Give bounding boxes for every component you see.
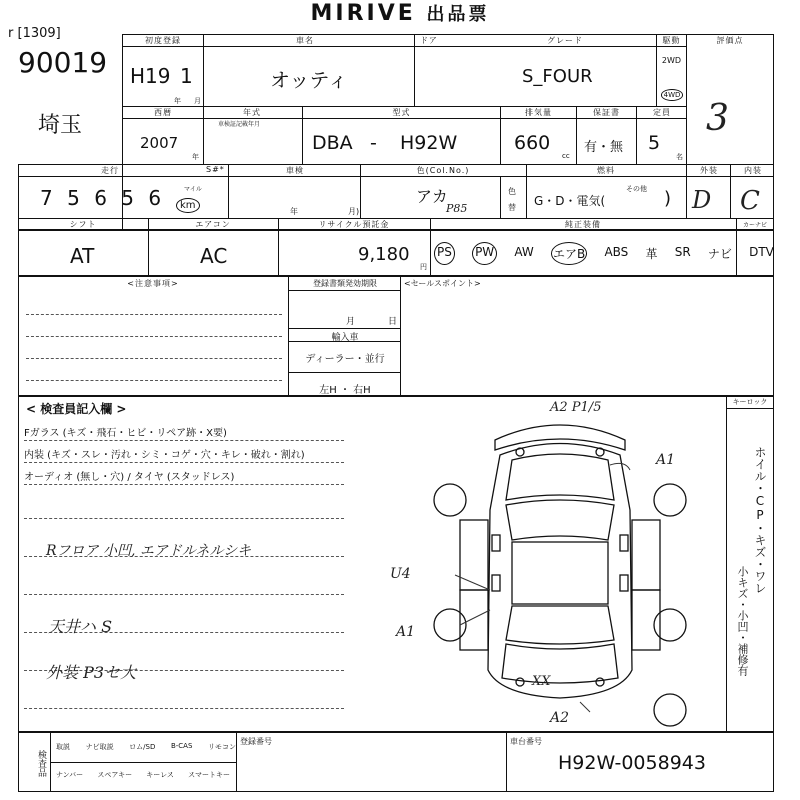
overall-score: 3 xyxy=(706,98,729,139)
capacity-value: 5 xyxy=(648,132,661,154)
side-legend-col-1: ホイル・CP・キズ・ワレ xyxy=(753,446,767,594)
drive-4wd-circle: 4WD xyxy=(661,89,684,101)
import-steering: 左H ・ 右H xyxy=(319,385,371,396)
mileage-digit: 6 xyxy=(148,186,166,210)
option-airbag: エアB xyxy=(551,242,587,265)
label-first-reg: 初度登録 xyxy=(145,36,181,45)
label-name: 車名 xyxy=(296,36,314,45)
label-shift: シフト xyxy=(69,220,97,229)
label-western: 西暦 xyxy=(154,108,172,117)
era-value: H19 xyxy=(130,64,171,88)
interior-grade: C xyxy=(740,186,760,216)
label-capacity: 定員 xyxy=(653,108,671,117)
item-smart-key: スマートキー xyxy=(188,771,230,779)
label-car-navi: カーナビ xyxy=(742,222,767,229)
brand-name: MIRIVE xyxy=(310,1,416,26)
lot-number: 90019 xyxy=(18,46,108,79)
km-unit: km xyxy=(176,198,200,213)
item-keyless: キーレス xyxy=(146,771,174,779)
handwritten-note-2: 天井ハ S xyxy=(48,617,113,636)
options-list xyxy=(434,242,774,265)
handwritten-note-1: Rフロア 小凹, エアドルネルシキ xyxy=(46,543,252,559)
label-score: 評価点 xyxy=(716,36,744,45)
item-plate: ナンバー xyxy=(56,771,84,779)
month-value: 1 xyxy=(180,64,193,88)
lot-code xyxy=(8,26,61,41)
warranty-value: 有・無 xyxy=(584,140,624,155)
label-reg-deadline: 登録書類発効期限 xyxy=(313,279,377,288)
mileage-digit: 5 xyxy=(67,186,84,210)
label-inspector: < 検査員記入欄 > xyxy=(26,402,127,416)
label-sales-points: <セールスポイント> xyxy=(404,279,481,288)
label-chassis-no: 車台番号 xyxy=(510,737,542,746)
diagram-mark-right: A1 xyxy=(656,452,676,468)
label-color: 色(Col.No.) xyxy=(416,166,470,175)
label-mileage: 走行 xyxy=(101,166,119,175)
inspection-year-label: 年 xyxy=(290,207,298,216)
unit-person: 名 xyxy=(676,153,683,161)
shift-value: AT xyxy=(70,244,95,268)
diagram-mark-rear: A2 xyxy=(550,710,570,726)
option-ps: PS xyxy=(434,242,455,265)
label-chassis-era: 年 xyxy=(192,153,199,161)
inspector-line-2: 内装 (キズ・スレ・汚れ・シミ・コゲ・穴・キレ・破れ・割れ) xyxy=(24,450,305,461)
item-manual: 取説 xyxy=(56,743,70,751)
fuel-other-label: その他 xyxy=(626,185,647,193)
fuel-close: ) xyxy=(664,188,672,209)
label-inspection: 車検 xyxy=(286,166,304,175)
label-interior: 内装 xyxy=(744,166,762,175)
label-recycle: リサイクル預託金 xyxy=(318,220,390,229)
label-plate-no: 登録番号 xyxy=(240,737,272,746)
vehicle-grade: S_FOUR xyxy=(522,66,593,87)
label-options: 純正装備 xyxy=(565,220,601,229)
inspector-line-3: オーディオ (無し・穴) / タイヤ (スタッドレス) xyxy=(24,472,235,483)
handwritten-note-3: 外装 P3セ大 xyxy=(46,663,137,682)
side-legend-col-2: 小キズ・小凹・補修有 xyxy=(736,566,749,676)
label-meter: S#* xyxy=(206,165,225,174)
mileage-digits xyxy=(40,186,165,210)
chassis-note: 車検証記載年月 xyxy=(217,121,260,128)
item-navi-manual: ナビ取説 xyxy=(85,743,114,751)
lot-code-value: [1309] xyxy=(17,26,61,41)
label-chassis-year: 年式 xyxy=(243,108,261,117)
option-aw: AW xyxy=(514,245,534,259)
aircon-value: AC xyxy=(200,244,228,268)
western-year: 2007 xyxy=(140,134,179,152)
label-warranty: 保証書 xyxy=(593,108,620,117)
item-bcas: B-CAS xyxy=(170,742,193,750)
model-code: H92W xyxy=(400,132,458,154)
diagram-mark-left: U4 xyxy=(390,566,411,582)
color-value: アカ xyxy=(416,187,448,206)
drive-2wd: 2WD xyxy=(661,56,682,65)
diagram-mark-front: A2 P1/5 xyxy=(550,400,602,415)
inspection-month-label: 月) xyxy=(348,207,360,216)
option-pw: PW xyxy=(472,242,497,265)
option-abs: ABS xyxy=(604,245,629,259)
diagram-mark-left-2: A1 xyxy=(396,624,416,640)
label-era-year: 年 xyxy=(174,97,181,105)
color-no: P85 xyxy=(446,202,468,215)
option-sr: SR xyxy=(674,245,691,259)
color-sub-b: 替 xyxy=(508,203,516,212)
import-dealer: ディーラー・並行 xyxy=(305,354,385,365)
inspector-line-1: Fガラス (キズ・飛石・ヒビ・リペア跡・X要) xyxy=(24,428,227,439)
label-door: ドア xyxy=(420,36,438,45)
item-spare-key: スペアキー xyxy=(97,771,133,779)
label-notes: <注意事項> xyxy=(127,279,179,288)
label-exterior: 外装 xyxy=(700,166,718,175)
diagram-mark-rear-x: XX xyxy=(532,674,551,689)
deadline-day: 日 xyxy=(388,317,398,327)
option-dtv: DTV xyxy=(749,245,774,259)
label-aircon: エアコン xyxy=(195,220,231,229)
mile-unit-label: マイル xyxy=(184,186,202,193)
label-model: 型式 xyxy=(392,108,411,117)
vehicle-name: オッティ xyxy=(270,68,348,92)
label-month: 月 xyxy=(194,97,201,105)
option-navi: ナビ xyxy=(707,247,732,261)
mileage-digit: 5 xyxy=(121,186,139,210)
lot-region: 埼玉 xyxy=(38,113,83,138)
mileage-digit: 6 xyxy=(94,186,111,210)
deadline-month: 月 xyxy=(346,317,356,327)
displacement-value: 660 xyxy=(514,132,551,154)
chassis-number: H92W-0058943 xyxy=(558,752,706,774)
option-leather: 革 xyxy=(645,247,658,261)
label-key-lock: キーロック xyxy=(732,398,768,406)
item-remote: リモコン xyxy=(207,743,236,751)
label-drive: 駆動 xyxy=(662,36,681,45)
unit-yen: 円 xyxy=(420,263,427,271)
label-import: 輸入車 xyxy=(331,333,359,343)
label-fuel: 燃料 xyxy=(597,166,615,175)
lot-prefix: r xyxy=(8,26,14,41)
mileage-digit: 7 xyxy=(40,186,57,210)
car-damage-diagram xyxy=(420,410,690,730)
drive-4wd xyxy=(659,82,685,101)
color-sub-a: 色 xyxy=(508,187,516,196)
brand-suffix: 出品票 xyxy=(426,4,490,25)
unit-cc: cc xyxy=(562,152,570,160)
bottom-row-1 xyxy=(56,742,236,752)
header-title xyxy=(260,0,540,26)
fuel-value: G・D・電気( xyxy=(534,194,606,208)
bottom-left-title: 検査品 xyxy=(36,749,46,777)
model-dash: - xyxy=(370,132,377,154)
recycle-value: 9,180 xyxy=(358,244,410,265)
exterior-grade: D xyxy=(692,186,712,214)
label-displacement: 排気量 xyxy=(525,108,552,117)
item-rom-sd: ロム/SD xyxy=(129,743,156,751)
label-grade: グレード xyxy=(547,36,583,45)
bottom-row-2 xyxy=(56,770,230,780)
model-prefix: DBA xyxy=(312,132,353,154)
km-unit-circle xyxy=(176,193,200,213)
